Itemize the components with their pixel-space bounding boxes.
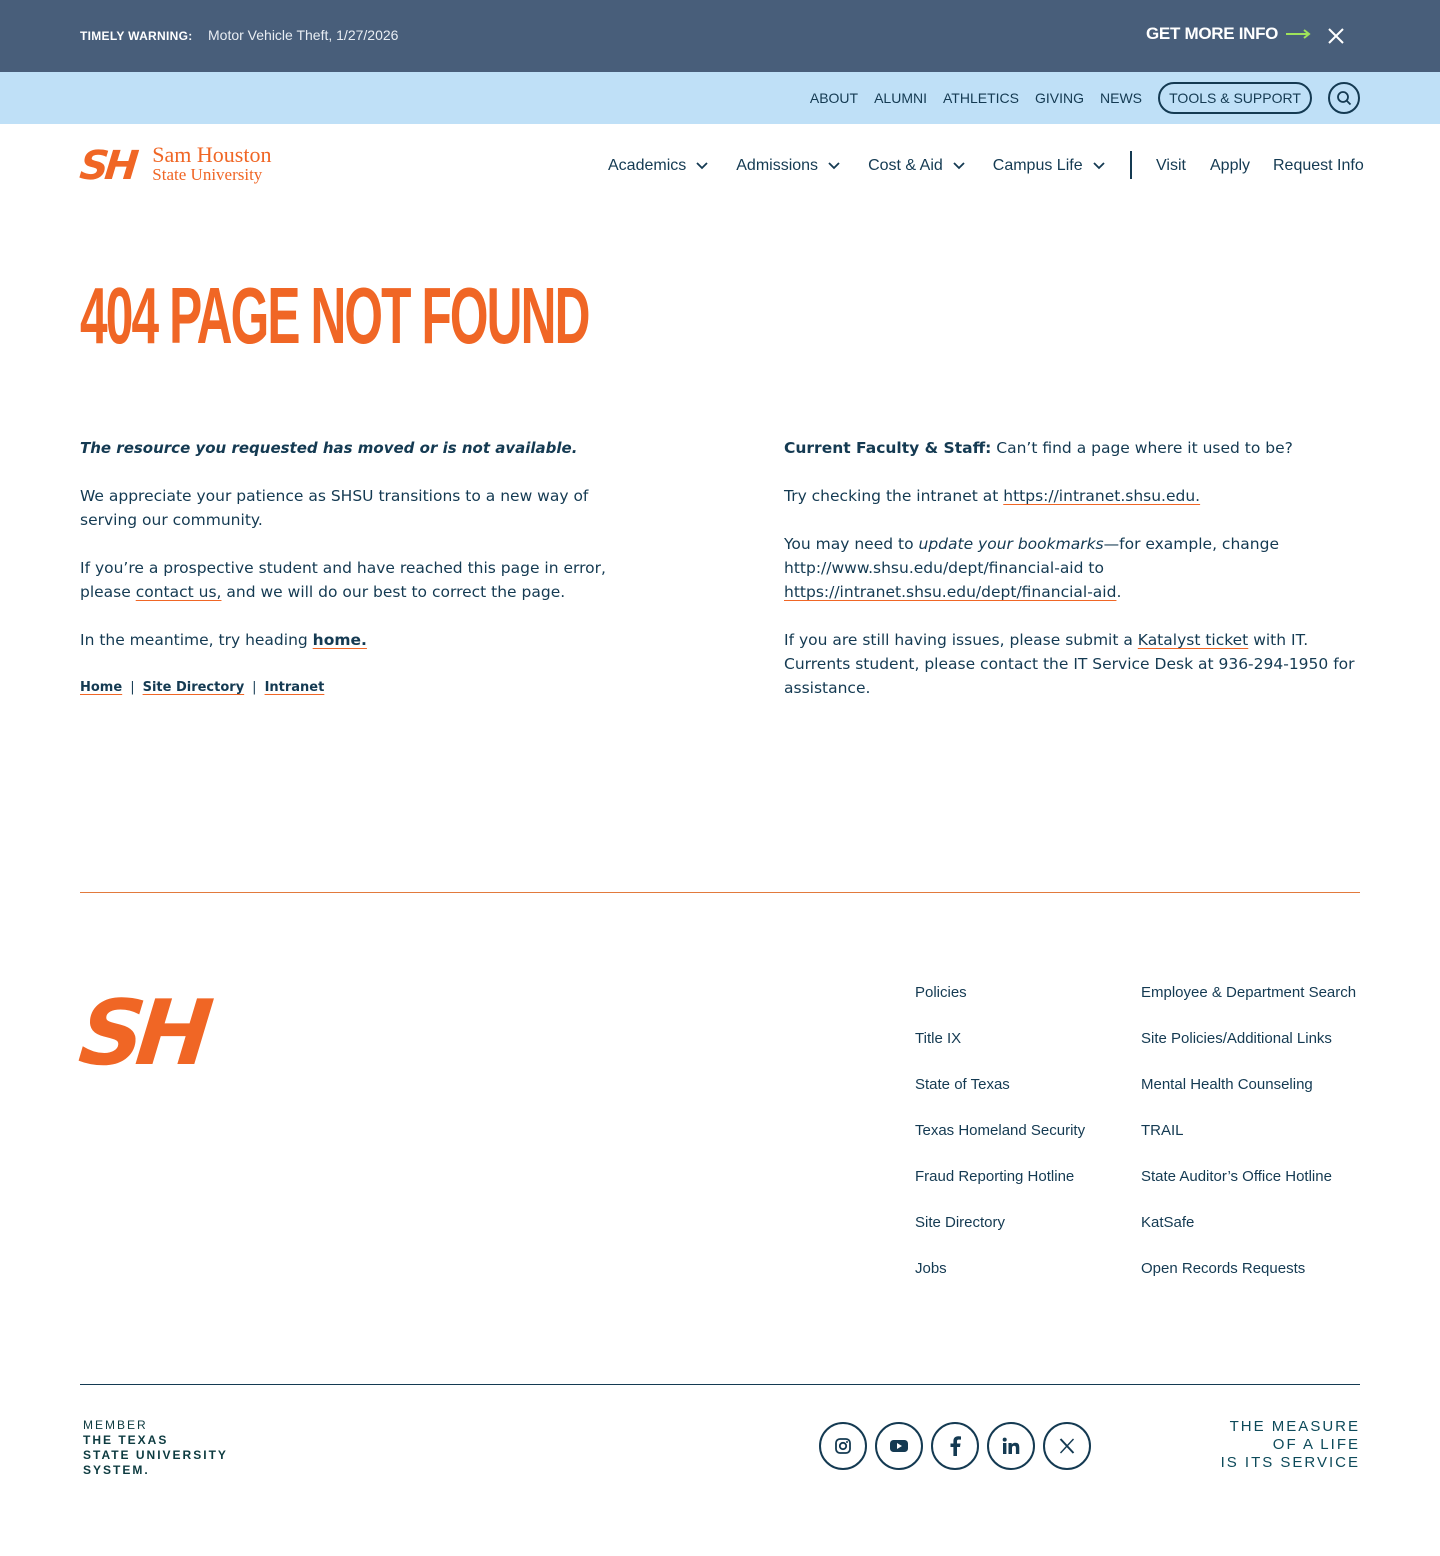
main-nav xyxy=(608,157,1364,175)
right-column xyxy=(784,436,1364,724)
search-button[interactable] xyxy=(1328,82,1360,114)
utility-link-athletics[interactable]: ATHLETICS xyxy=(943,90,1019,106)
crumb-intranet[interactable]: Intranet xyxy=(264,680,325,695)
chevron-down-icon xyxy=(696,162,708,170)
youtube-link[interactable] xyxy=(875,1422,923,1470)
page-title: 404 PAGE NOT FOUND xyxy=(80,271,589,360)
footer-link-site-directory[interactable]: Site Directory xyxy=(915,1214,1006,1231)
utility-link-news[interactable]: NEWS xyxy=(1100,90,1142,106)
x-link[interactable] xyxy=(1043,1422,1091,1470)
nav-campus-life[interactable] xyxy=(993,157,1105,175)
footer-links-right xyxy=(1141,984,1356,1306)
utility-links xyxy=(810,90,1142,106)
nav-visit[interactable]: Visit xyxy=(1156,157,1186,174)
meantime-text-pre: In the meantime, try heading xyxy=(80,631,313,649)
katalyst-ticket-link[interactable]: Katalyst ticket xyxy=(1137,631,1249,649)
footer-link-state-of-texas[interactable]: State of Texas xyxy=(915,1076,1010,1093)
linkedin-icon xyxy=(1002,1437,1020,1455)
footer-links-left xyxy=(915,984,1085,1306)
faculty-label: Current Faculty & Staff: xyxy=(784,439,992,457)
nav-admissions-label: Admissions xyxy=(736,157,819,174)
utility-link-about[interactable]: ABOUT xyxy=(809,90,859,106)
close-icon[interactable] xyxy=(1326,26,1346,46)
left-column xyxy=(80,436,640,700)
nav-cost-aid[interactable] xyxy=(868,157,965,175)
youtube-icon xyxy=(890,1439,908,1453)
member-line-1: MEMBER xyxy=(83,1418,148,1432)
get-more-info-label: GET MORE INFO xyxy=(1146,24,1279,43)
alert-message: Motor Vehicle Theft, 1/27/2026 xyxy=(208,27,399,43)
utility-link-alumni[interactable]: ALUMNI xyxy=(874,90,927,106)
footer-link-mental-health[interactable]: Mental Health Counseling xyxy=(1141,1076,1313,1093)
nav-apply[interactable]: Apply xyxy=(1210,157,1251,174)
logo-line-1: Sam Houston xyxy=(152,142,272,167)
faculty-text-rest: Can’t find a page where it used to be? xyxy=(991,439,1293,457)
member-line-4: SYSTEM. xyxy=(83,1463,150,1477)
footer-link-policies[interactable]: Policies xyxy=(915,984,967,1001)
tsus-member-logo[interactable] xyxy=(83,1418,228,1478)
get-more-info-link[interactable] xyxy=(1146,24,1312,44)
quick-links xyxy=(80,676,640,700)
crumb-separator: | xyxy=(252,680,257,695)
intranet-link[interactable]: https://intranet.shsu.edu. xyxy=(1003,487,1201,505)
nav-divider xyxy=(1130,151,1132,179)
chevron-down-icon xyxy=(828,162,840,170)
nav-cost-aid-label: Cost & Aid xyxy=(868,157,943,174)
footer-link-auditor-hotline[interactable]: State Auditor’s Office Hotline xyxy=(1141,1168,1332,1185)
bookmarks-emphasis: update your bookmarks xyxy=(918,535,1104,553)
motto-line-3: IS ITS SERVICE xyxy=(1220,1454,1360,1471)
bookmarks-text-end: . xyxy=(1116,583,1122,601)
motto-line-2: OF A LIFE xyxy=(1272,1436,1360,1453)
footer-link-employee-search[interactable]: Employee & Department Search xyxy=(1141,984,1357,1001)
issues-text xyxy=(784,628,1364,700)
nav-academics[interactable] xyxy=(608,157,708,175)
crumb-site-directory[interactable]: Site Directory xyxy=(142,680,245,695)
facebook-link[interactable] xyxy=(931,1422,979,1470)
patience-text: We appreciate your patience as SHSU transitions to a new way of serving our community. xyxy=(80,487,589,529)
footer-link-jobs[interactable]: Jobs xyxy=(915,1260,947,1277)
footer-logo[interactable]: SH xyxy=(74,981,210,1086)
section-divider xyxy=(80,892,1360,893)
chevron-down-icon xyxy=(953,162,965,170)
alert-label: TIMELY WARNING: xyxy=(80,29,193,43)
nav-campus-life-label: Campus Life xyxy=(992,157,1083,174)
meantime-text xyxy=(80,628,640,652)
nav-academics-label: Academics xyxy=(608,157,687,174)
prospective-text-pre: If you’re a prospective student and have reached this page in error, please xyxy=(80,559,606,601)
footer-link-fraud-hotline[interactable]: Fraud Reporting Hotline xyxy=(915,1168,1075,1185)
x-icon xyxy=(1059,1438,1075,1454)
instagram-icon xyxy=(834,1437,852,1455)
member-line-2: THE TEXAS xyxy=(83,1433,169,1447)
lead-text: The resource you requested has moved or is not available. xyxy=(80,439,578,457)
intranet-text-pre: Try checking the intranet at xyxy=(784,487,1004,505)
footer-divider xyxy=(80,1384,1360,1385)
member-line-3: STATE UNIVERSITY xyxy=(83,1448,228,1462)
utility-link-giving[interactable]: GIVING xyxy=(1034,90,1084,106)
footer-link-trail[interactable]: TRAIL xyxy=(1141,1122,1184,1139)
bookmarks-text xyxy=(784,532,1364,604)
instagram-link[interactable] xyxy=(819,1422,867,1470)
shsu-logo[interactable] xyxy=(77,142,272,189)
issues-text-pre: If you are still having issues, please submit a xyxy=(784,631,1138,649)
main-header xyxy=(0,124,1440,212)
footer-link-site-policies[interactable]: Site Policies/Additional Links xyxy=(1141,1030,1332,1047)
prospective-text-post: and we will do our best to correct the page. xyxy=(221,583,566,601)
motto-line-1: THE MEASURE xyxy=(1229,1418,1360,1435)
footer-link-open-records[interactable]: Open Records Requests xyxy=(1141,1260,1306,1277)
footer-link-title-ix[interactable]: Title IX xyxy=(915,1030,962,1047)
crumb-home[interactable]: Home xyxy=(80,680,123,695)
faculty-text xyxy=(784,436,1364,460)
social-links xyxy=(819,1422,1091,1470)
nav-request-info[interactable]: Request Info xyxy=(1273,157,1364,174)
arrow-right-icon xyxy=(1286,29,1312,39)
utility-bar xyxy=(0,72,1440,124)
issues-text-post: with IT. Currents student, please contact the IT Service Desk at 936-294-1950 for assistance. xyxy=(784,631,1355,697)
logo-line-2: State University xyxy=(152,165,263,184)
footer-link-katsafe[interactable]: KatSafe xyxy=(1141,1214,1195,1231)
home-link[interactable]: home. xyxy=(312,631,367,649)
timely-warning-bar xyxy=(0,0,1440,72)
contact-us-link[interactable]: contact us, xyxy=(135,583,222,601)
tools-support-button[interactable]: TOOLS & SUPPORT xyxy=(1158,82,1312,114)
search-icon xyxy=(1336,90,1352,106)
university-motto xyxy=(1221,1418,1360,1472)
linkedin-link[interactable] xyxy=(987,1422,1035,1470)
intranet-text xyxy=(784,484,1364,508)
crumb-separator: | xyxy=(130,680,135,695)
prospective-text xyxy=(80,556,640,604)
financial-aid-link[interactable]: https://intranet.shsu.edu/dept/financial-aid xyxy=(784,583,1117,601)
bookmarks-text-mid: —for example, change http://www.shsu.edu/dept/financial-aid to xyxy=(784,535,1279,577)
nav-admissions[interactable] xyxy=(736,157,840,175)
facebook-icon xyxy=(949,1436,961,1456)
footer-link-homeland-security[interactable]: Texas Homeland Security xyxy=(915,1122,1086,1139)
bookmarks-text-pre: You may need to xyxy=(784,535,919,553)
chevron-down-icon xyxy=(1093,162,1105,170)
logo-mark: SH xyxy=(77,143,137,189)
